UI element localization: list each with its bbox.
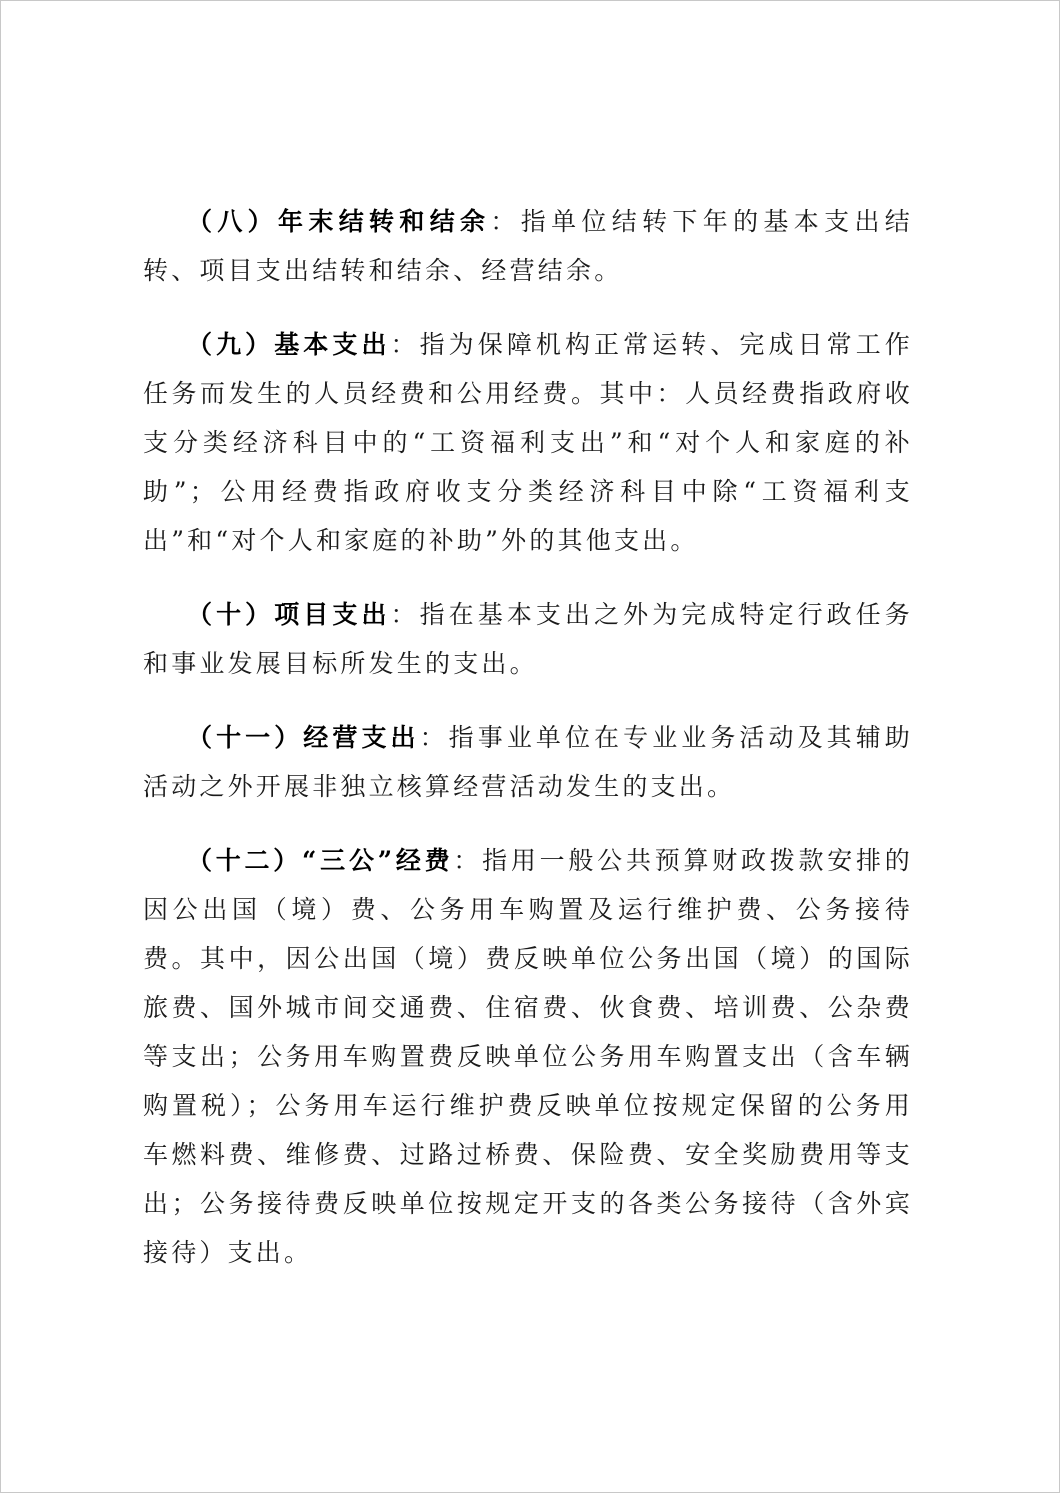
term-definition: ：指为保障机构正常运转、完成日常工作任务而发生的人员经费和公用经费。其中：人员经费指政府收支分类经济科目中的“工资福利支出”和“对个人和家庭的补助”；公用经费指政府收支分类经济科目中除“工资福利支出”和“对个人和家庭的补助”外的其他支出。 bbox=[143, 330, 913, 555]
paragraph-project-expenditure bbox=[143, 590, 913, 688]
term-heading: （八）年末结转和结余 bbox=[187, 207, 491, 236]
term-heading: （十一）经营支出 bbox=[187, 723, 420, 752]
term-definition: ：指单位结转下年的基本支出结转、项目支出结转和结余、经营结余。 bbox=[143, 207, 913, 285]
term-heading: （十）项目支出 bbox=[187, 600, 391, 629]
paragraph-three-public-expenses bbox=[143, 836, 913, 1277]
term-heading: （九）基本支出 bbox=[187, 330, 391, 359]
document-body bbox=[143, 197, 913, 1302]
term-definition: ：指用一般公共预算财政拨款安排的因公出国（境）费、公务用车购置及运行维护费、公务接待费。其中，因公出国（境）费反映单位公务出国（境）的国际旅费、国外城市间交通费、住宿费、伙食费、培训费、公杂费等支出；公务用车购置费反映单位公务用车购置支出（含车辆购置税）；公务用车运行维护费反映单位按规定保留的公务用车燃料费、维修费、过路过桥费、保险费、安全奖励费用等支出；公务接待费反映单位按规定开支的各类公务接待（含外宾接待）支出。 bbox=[143, 846, 913, 1267]
paragraph-year-end-carryover bbox=[143, 197, 913, 295]
term-definition: ：指事业单位在专业业务活动及其辅助活动之外开展非独立核算经营活动发生的支出。 bbox=[143, 723, 914, 801]
term-definition: ：指在基本支出之外为完成特定行政任务和事业发展目标所发生的支出。 bbox=[143, 600, 913, 678]
paragraph-basic-expenditure bbox=[143, 320, 913, 565]
paragraph-operating-expenditure bbox=[143, 713, 913, 811]
term-heading: （十二）“三公”经费 bbox=[187, 846, 454, 875]
